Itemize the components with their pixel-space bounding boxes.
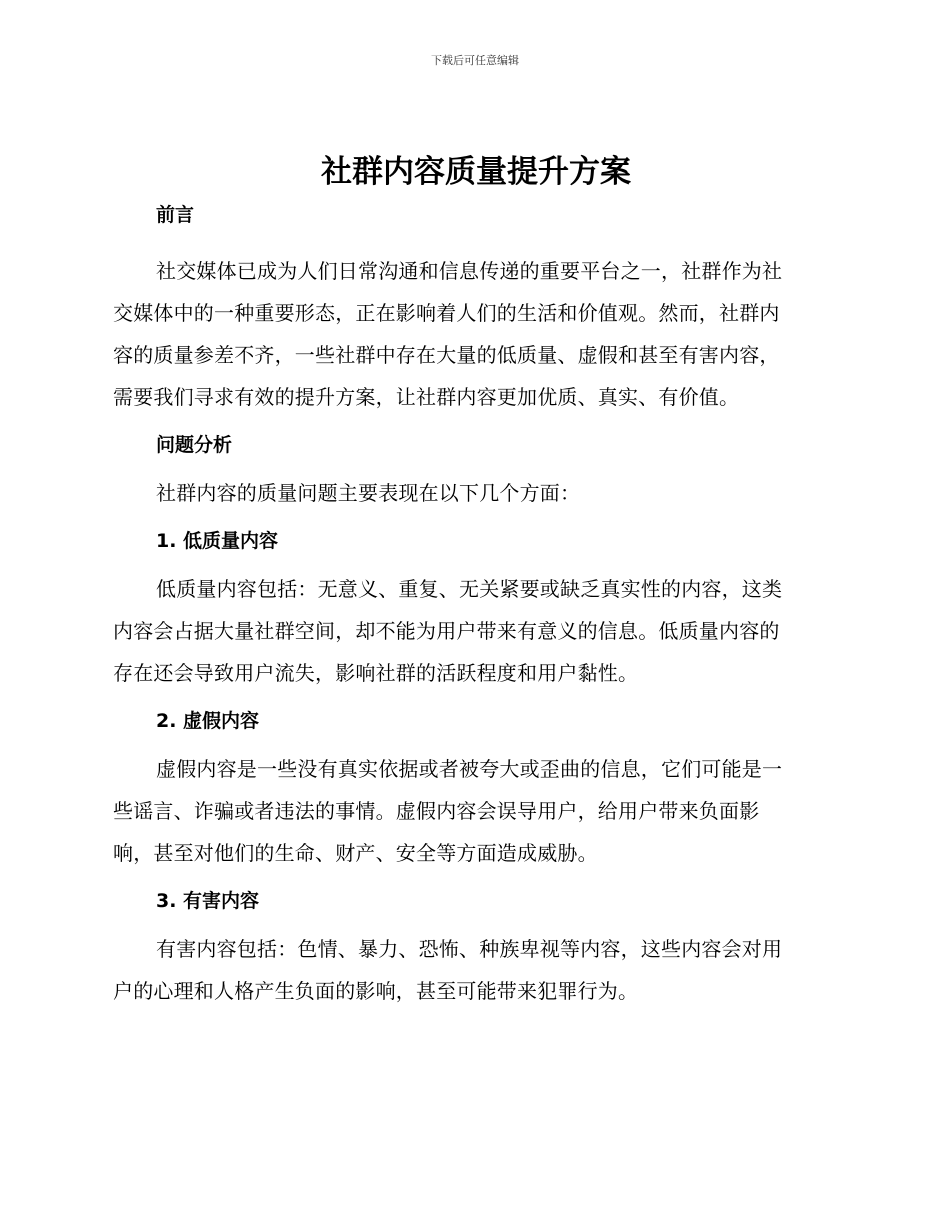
section-heading-false-content: 2. 虚假内容 (156, 710, 260, 732)
harmful-content-paragraph (113, 928, 833, 1012)
false-content-paragraph (113, 748, 833, 874)
paragraph-line: 存在还会导致用户流失，影响社群的活跃程度和用户黏性。 (113, 661, 639, 685)
section-heading-preface: 前言 (156, 204, 195, 226)
paragraph-line: 有害内容包括：色情、暴力、恐怖、种族卑视等内容，这些内容会对用 (156, 937, 783, 961)
section-heading-low-quality: 1. 低质量内容 (156, 530, 279, 552)
paragraph-line: 社交媒体已成为人们日常沟通和信息传递的重要平台之一，社群作为社 (156, 259, 783, 283)
paragraph-line: 虚假内容是一些没有真实依据或者被夸大或歪曲的信息，它们可能是一 (156, 757, 783, 781)
paragraph-line: 容的质量参差不齐，一些社群中存在大量的低质量、虚假和甚至有害内容， (113, 343, 780, 367)
problem-analysis-paragraph (113, 472, 833, 514)
section-heading-problem-analysis: 问题分析 (156, 434, 233, 456)
paragraph-line: 响，甚至对他们的生命、财产、安全等方面造成威胁。 (113, 841, 598, 865)
paragraph-line: 低质量内容包括：无意义、重复、无关紧要或缺乏真实性的内容，这类 (156, 577, 783, 601)
paragraph-line: 户的心理和人格产生负面的影响，甚至可能带来犯罪行为。 (113, 979, 639, 1003)
document-title: 社群内容质量提升方案 (321, 154, 631, 190)
document-body (113, 150, 833, 1012)
low-quality-paragraph (113, 568, 833, 694)
preface-paragraph (113, 250, 833, 418)
paragraph-line: 内容会占据大量社群空间，却不能为用户带来有意义的信息。低质量内容的 (113, 619, 780, 643)
paragraph-line: 需要我们寻求有效的提升方案，让社群内容更加优质、真实、有价值。 (113, 385, 740, 409)
section-heading-harmful-content: 3. 有害内容 (156, 890, 260, 912)
paragraph-line: 社群内容的质量问题主要表现在以下几个方面： (156, 481, 581, 505)
paragraph-line: 些谣言、诈骗或者违法的事情。虚假内容会误导用户，给用户带来负面影 (113, 799, 760, 823)
paragraph-line: 交媒体中的一种重要形态，正在影响着人们的生活和价值观。然而，社群内 (113, 301, 780, 325)
page-header-note: 下载后可任意编辑 (431, 54, 519, 67)
